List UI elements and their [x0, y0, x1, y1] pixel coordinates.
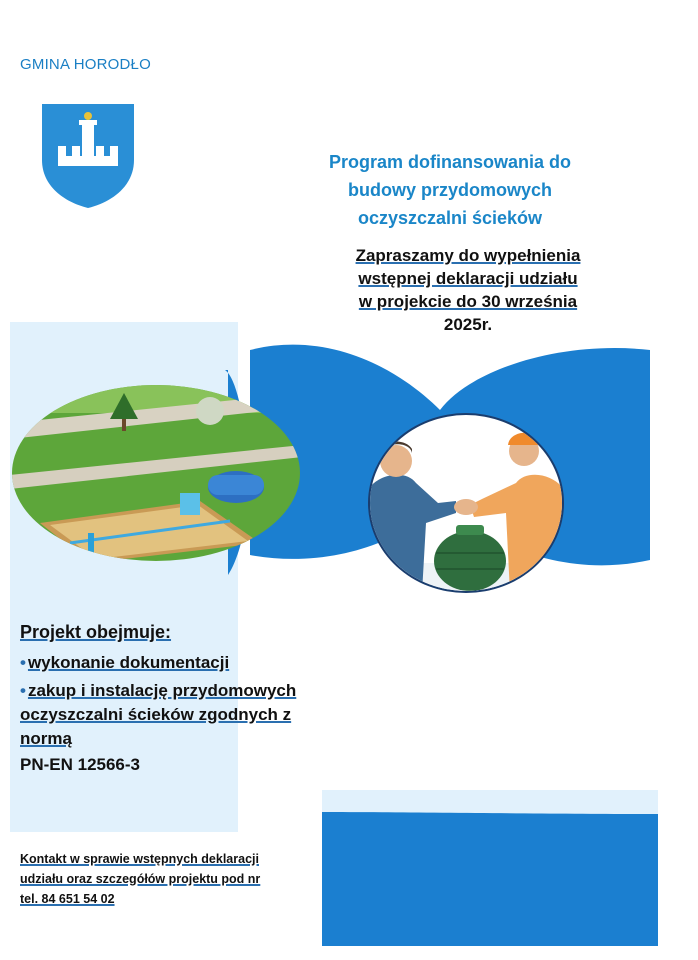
- program-title: [300, 148, 600, 232]
- norm-code: PN-EN 12566-3: [20, 755, 141, 774]
- handshake-illustration: [366, 413, 566, 593]
- invitation-line2: wstępnej deklaracji udziału: [358, 269, 578, 288]
- contact-line1: Kontakt w sprawie wstępnych deklaracji: [20, 852, 259, 866]
- project-item-documentation: [20, 651, 320, 675]
- contact-info: [20, 849, 320, 909]
- project-scope: [20, 622, 320, 775]
- invitation-text: [318, 244, 618, 336]
- municipality-name: GMINA HORODŁO: [20, 56, 151, 73]
- project-item-text: zakup i instalację przydomowych oczyszczalni ścieków zgodnych z normą: [20, 681, 297, 748]
- bullet-icon: •: [20, 681, 26, 700]
- septic-system-illustration: [10, 383, 302, 563]
- invitation-line3: w projekcie do 30 września: [358, 292, 578, 311]
- contact-phone: tel. 84 651 54 02: [20, 892, 115, 906]
- project-scope-title: Projekt obejmuje:: [20, 622, 172, 642]
- invitation-line4: 2025r.: [443, 315, 493, 334]
- blue-bottom-shape: [322, 812, 658, 946]
- invitation-line1: Zapraszamy do wypełnienia: [355, 246, 581, 265]
- program-title-line3: oczyszczalni ścieków: [357, 208, 543, 228]
- coat-of-arms-icon: [40, 102, 136, 210]
- program-title-line1: Program dofinansowania do: [328, 152, 572, 172]
- program-title-line2: budowy przydomowych: [347, 180, 552, 200]
- project-item-text: wykonanie dokumentacji: [27, 653, 230, 672]
- project-item-installation: [20, 679, 320, 751]
- contact-line2: udziału oraz szczegółów projektu pod nr: [20, 872, 261, 886]
- bullet-icon: •: [20, 653, 26, 672]
